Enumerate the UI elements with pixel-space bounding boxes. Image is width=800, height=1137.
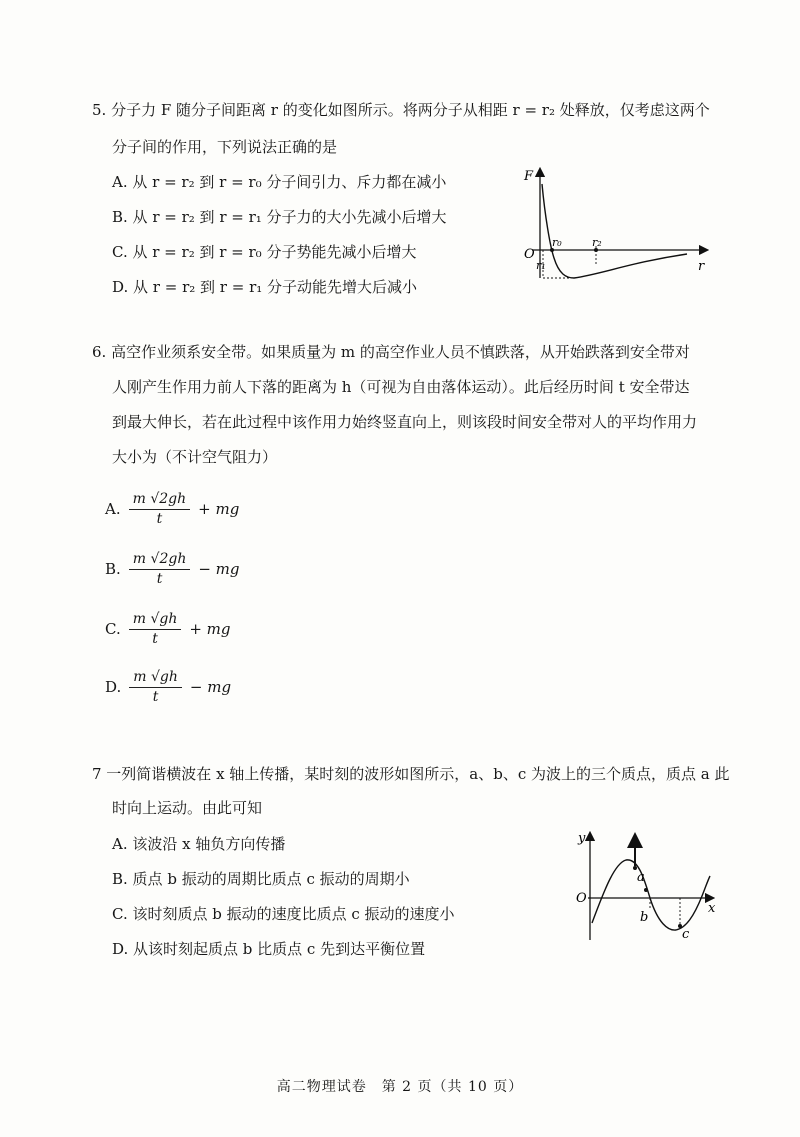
q7-c-label: c (682, 927, 690, 942)
q6-option-c-numerator: m √gh (129, 611, 182, 630)
q5-force-curve (542, 184, 687, 278)
q6-option-b-fraction (129, 551, 191, 587)
q6-option-c (105, 611, 231, 647)
q5-stem-line1: 5. 分子力 F 随分子间距离 r 的变化如图所示。将两分子从相距 r = r₂ 处释放，仅考虑这两个 (92, 101, 710, 119)
q6-stem-line2: 人刚产生作用力前人下落的距离为 h（可视为自由落体运动）。此后经历时间 t 安全带达 (112, 378, 690, 396)
q5-r2-label: r₂ (592, 236, 602, 249)
q6-option-b-label: B. (105, 560, 121, 578)
q5-y-label: F (524, 169, 534, 184)
q6-option-c-label: C. (105, 620, 121, 638)
q6-option-d-fraction (129, 669, 182, 705)
q7-option-d: D. 从该时刻起质点 b 比质点 c 先到达平衡位置 (112, 940, 426, 958)
q5-r0-label: r₀ (552, 236, 562, 249)
q7-origin-label: O (576, 891, 587, 906)
q7-x-label: x (708, 901, 716, 916)
q6-option-d-numerator: m √gh (129, 669, 182, 688)
q7-option-c: C. 该时刻质点 b 振动的速度比质点 c 振动的速度小 (112, 905, 455, 923)
q6-stem-line4: 大小为（不计空气阻力） (112, 448, 278, 466)
q6-option-c-tail: + mg (189, 620, 231, 638)
q7-a-label: a (637, 870, 645, 885)
q6-option-a-fraction (129, 491, 191, 527)
q7-wave-curve (592, 860, 710, 930)
q6-option-d (105, 669, 231, 705)
q6-option-b-tail: − mg (198, 560, 240, 578)
q6-option-a-numerator: m √2gh (129, 491, 191, 510)
q6-option-d-denominator: t (152, 689, 159, 705)
q5-option-d: D. 从 r = r₂ 到 r = r₁ 分子动能先增大后减小 (112, 278, 418, 296)
q6-stem-line3: 到最大伸长，若在此过程中该作用力始终竖直向上，则该段时间安全带对人的平均作用力 (112, 413, 698, 431)
q6-option-a-label: A. (105, 500, 121, 518)
q7-stem-line2: 时向上运动。由此可知 (112, 799, 263, 817)
q7-point-b (644, 888, 648, 892)
q5-option-c: C. 从 r = r₂ 到 r = r₀ 分子势能先减小后增大 (112, 243, 417, 261)
q5-r1-label: r₁ (536, 259, 546, 272)
q5-option-b: B. 从 r = r₂ 到 r = r₁ 分子力的大小先减小后增大 (112, 208, 447, 226)
q7-option-b: B. 质点 b 振动的周期比质点 c 振动的周期小 (112, 870, 410, 888)
page-footer: 高二物理试卷 第 2 页（共 10 页） (276, 1079, 524, 1095)
q6-option-b (105, 551, 240, 587)
q6-option-a-denominator: t (156, 511, 163, 527)
q6-option-c-fraction (129, 611, 182, 647)
q6-option-a-tail: + mg (198, 500, 240, 518)
q5-option-a: A. 从 r = r₂ 到 r = r₀ 分子间引力、斥力都在减小 (112, 173, 447, 191)
q6-option-b-numerator: m √2gh (129, 551, 191, 570)
q6-option-a (105, 491, 239, 527)
q6-option-d-label: D. (105, 678, 122, 696)
q5-force-graph (512, 166, 712, 286)
q6-option-d-tail: − mg (189, 678, 232, 696)
q7-y-label: y (578, 831, 586, 846)
q7-b-label: b (640, 910, 649, 925)
q6-option-c-denominator: t (152, 631, 158, 647)
q7-option-a: A. 该波沿 x 轴负方向传播 (112, 835, 286, 853)
q5-origin-label: O (524, 247, 535, 262)
q5-x-label: r (698, 259, 705, 274)
q6-stem-line1: 6. 高空作业须系安全带。如果质量为 m 的高空作业人员不慎跌落，从开始跌落到安全带对 (92, 343, 690, 361)
q7-wave-graph (570, 828, 720, 948)
q5-stem-line2: 分子间的作用，下列说法正确的是 (112, 138, 338, 156)
q7-stem-line1: 7 一列简谐横波在 x 轴上传播，某时刻的波形如图所示，a、b、c 为波上的三个质点，质点 a 此 (92, 765, 730, 783)
q6-option-b-denominator: t (156, 571, 163, 587)
